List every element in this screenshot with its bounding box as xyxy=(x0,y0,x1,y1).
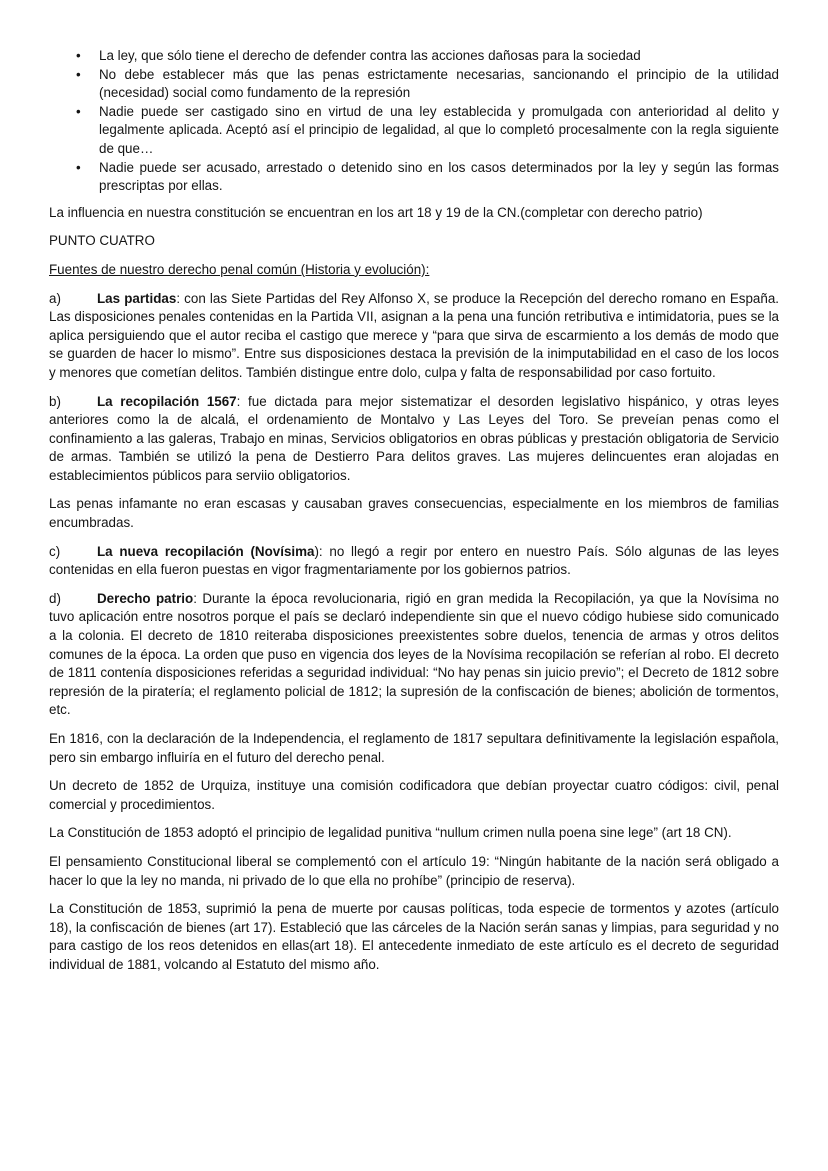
list-item xyxy=(49,47,779,66)
section-c-title: La nueva recopilación (Novísima xyxy=(97,543,315,559)
document-page xyxy=(49,47,779,985)
section-b-text: : fue dictada para mejor sistematizar el desorden legislativo hispánico, y otras leyes anteriores como la de alcalá, el ordenamiento de Montalvo y Las Leyes del Toro. Se preveían penas como el confinamiento a las galeras, Trabajo en minas, Servicios obligatorios en obras públicas y prestación obligatoria de Servicio de armas. También se utilizó la pena de Destierro Para delitos graves. Las mujeres delincuentes eran alojadas en establecimientos públicos para serviio obligatorios. xyxy=(49,393,779,483)
bullet-icon: • xyxy=(76,103,81,119)
body-paragraph: Un decreto de 1852 de Urquiza, instituye una comisión codificadora que debían proyectar cuatro códigos: civil, penal comercial y procedimientos. xyxy=(49,778,779,812)
section-b xyxy=(49,393,779,486)
bullet-icon: • xyxy=(76,66,81,82)
section-c-text: ): no llegó a regir por entero en nuestro País. Sólo algunas de las leyes contenidas en ella fueron puestas en vigor fragmentariamente por los gobiernos patrios. xyxy=(49,543,779,578)
section-b-title: La recopilación 1567 xyxy=(97,393,237,409)
sources-subheading-text: Fuentes de nuestro derecho penal común (Historia y evolución): xyxy=(49,261,430,277)
sources-subheading xyxy=(49,261,779,280)
section-b-marker: b) xyxy=(49,393,61,409)
section-d-marker: d) xyxy=(49,590,61,606)
section-d xyxy=(49,590,779,720)
list-item xyxy=(49,66,779,103)
body-paragraph: La Constitución de 1853, suprimió la pena de muerte por causas políticas, toda especie de tormentos y azotes (artículo 18), la confiscación de bienes (art 17). Estableció que las cárceles de la Nación serán sanas y limpias, para seguridad y no para castigo de los reos detenidos en ellas(art 18). El antecedente inmediato de este artículo es el decreto de seguridad individual de 1881, volcando al Estatuto del mismo año. xyxy=(49,901,779,972)
section-a-marker: a) xyxy=(49,290,61,306)
list-item-text: La ley, que sólo tiene el derecho de defender contra las acciones dañosas para la sociedad xyxy=(99,48,641,63)
bullet-icon: • xyxy=(76,48,81,63)
section-c-marker: c) xyxy=(49,543,61,559)
section-a-title: Las partidas xyxy=(97,290,177,306)
section-d-title: Derecho patrio xyxy=(97,590,194,606)
list-item xyxy=(49,159,779,196)
section-heading: PUNTO CUATRO xyxy=(49,233,155,249)
section-d-text: : Durante la época revolucionaria, rigió en gran medida la Recopilación, ya que la Novísima no tuvo aplicación entre nosotros porque el país se declaró independiente sin que el nuevo código hubiese sido comunicado a la colonia. El decreto de 1810 reiteraba disposiciones preexistentes sobre duelos, tenencia de armas y otros delitos comunes de la época. La orden que puso en vigencia dos leyes de la Novísima recopilación se referían al robo. El decreto de 1811 contenía disposiciones referidas a seguridad individual: “No hay penas sin juicio previo”; el Decreto de 1812 sobre represión de la piratería; el reglamento policial de 1812; la supresión de la confiscación de bienes; abolición de tormentos, etc. xyxy=(49,590,779,718)
list-item-text: Nadie puede ser castigado sino en virtud de una ley establecida y promulgada con anterioridad al delito y legalmente aplicada. Aceptó así el principio de legalidad, al que lo completó procesalmente con la regla siguiente de que… xyxy=(99,103,779,156)
bullet-icon: • xyxy=(76,159,81,175)
section-c xyxy=(49,543,779,580)
list-item-text: Nadie puede ser acusado, arrestado o detenido sino en los casos determinados por la ley y según las formas prescriptas por ellas. xyxy=(99,159,779,194)
section-a xyxy=(49,290,779,383)
section-b-extra: Las penas infamante no eran escasas y causaban graves consecuencias, especialmente en los miembros de familias encumbradas. xyxy=(49,496,779,531)
principles-list xyxy=(49,47,779,196)
body-paragraph: El pensamiento Constitucional liberal se complementó con el artículo 19: “Ningún habitante de la nación será obligado a hacer lo que la ley no manda, ni privado de lo que ella no prohíbe” (principio de reserva). xyxy=(49,853,779,888)
list-item xyxy=(49,103,779,159)
list-item-text: No debe establecer más que las penas estrictamente necesarias, sancionando el principio de la utilidad (necesidad) social como fundamento de la represión xyxy=(99,66,779,101)
influence-paragraph: La influencia en nuestra constitución se encuentran en los art 18 y 19 de la CN.(completar con derecho patrio) xyxy=(49,204,703,220)
body-paragraph: La Constitución de 1853 adoptó el principio de legalidad punitiva “nullum crimen nulla poena sine lege” (art 18 CN). xyxy=(49,825,732,841)
section-a-text: : con las Siete Partidas del Rey Alfonso X, se produce la Recepción del derecho romano en España. Las disposiciones penales contenidas en la Partida VII, asignan a la pena una función retributiva e intimidatoria, pues se la aplica persiguiendo que el autor reciba el castigo que merece y “para que sirva de escarmiento a los demás de modo que se guarden de hacer lo mismo”. Entre sus disposiciones destaca la previsión de la inimputabilidad en el caso de los locos y menores que cometían delitos. También distingue entre dolo, culpa y falta de responsabilidad por caso fortuito. xyxy=(49,290,779,380)
body-paragraph: En 1816, con la declaración de la Independencia, el reglamento de 1817 sepultara definitivamente la legislación española, pero sin embargo influiría en el futuro del derecho penal. xyxy=(49,731,779,765)
